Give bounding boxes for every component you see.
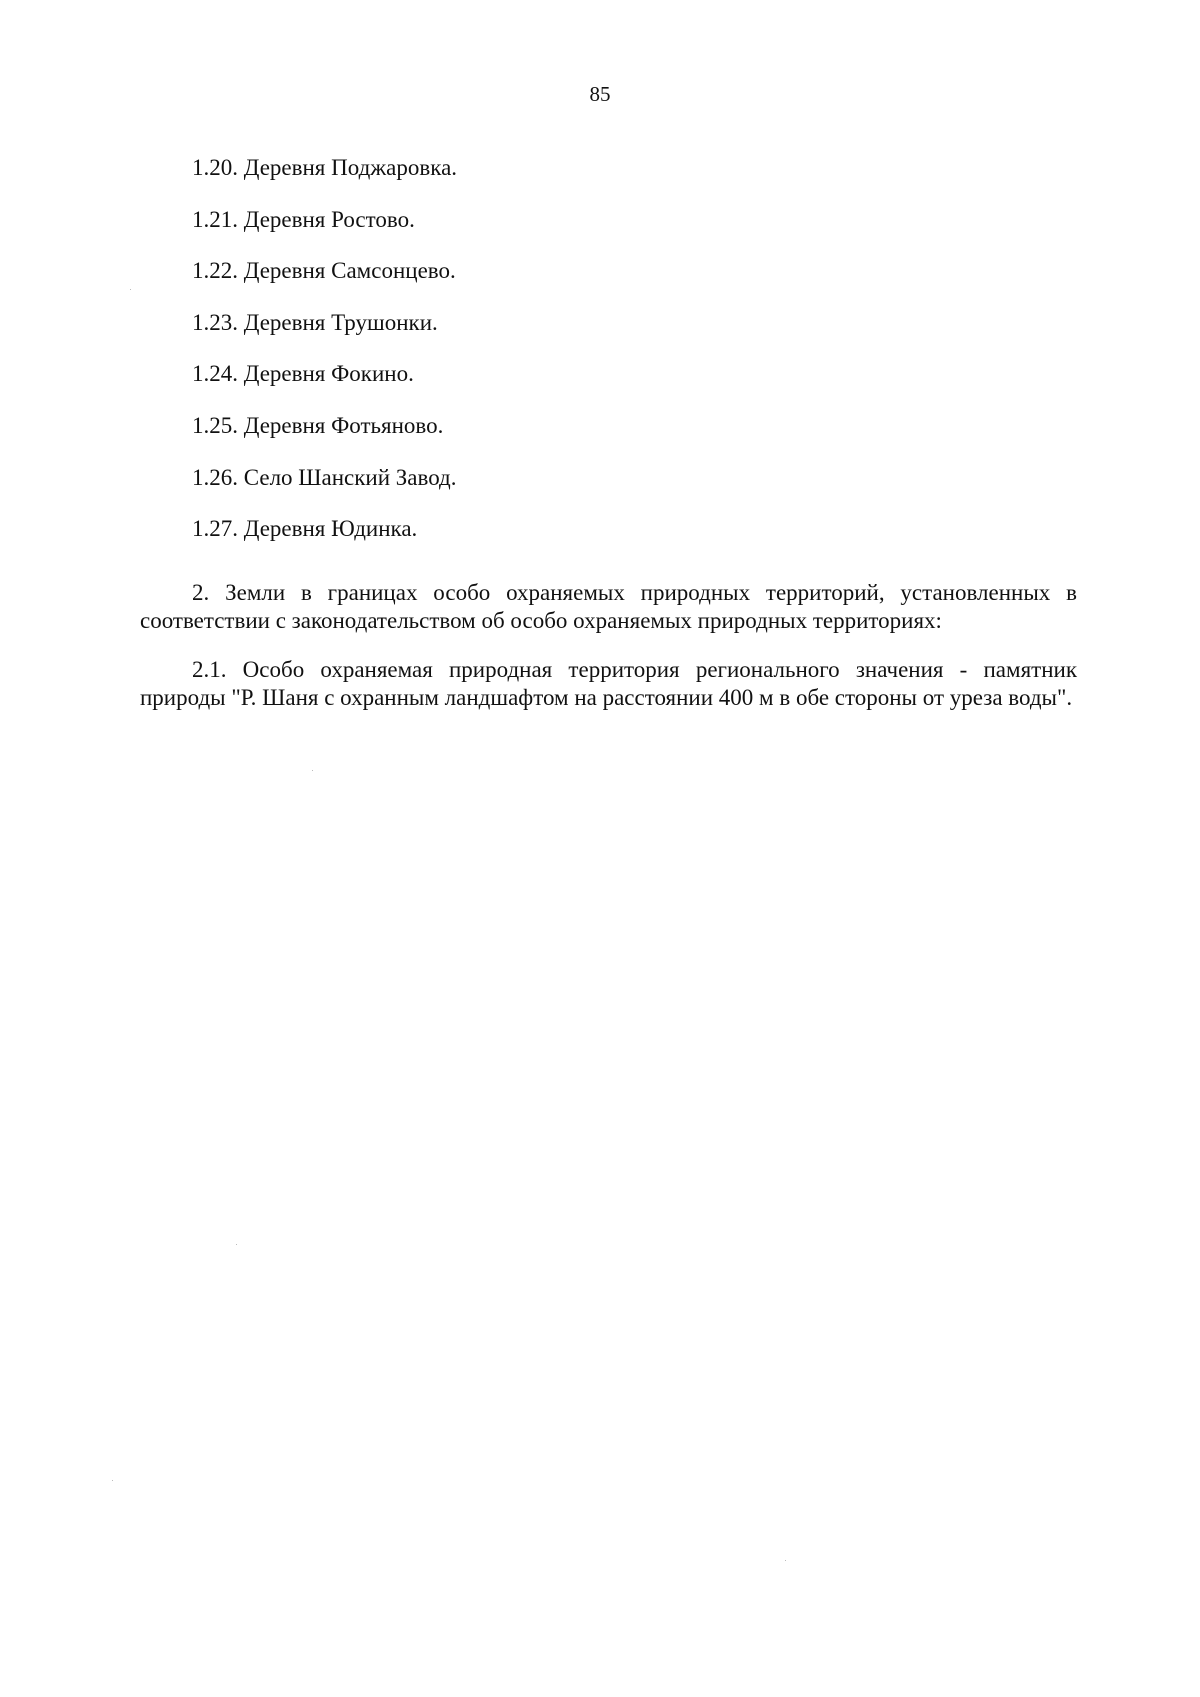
list-item: 1.24. Деревня Фокино. xyxy=(192,361,414,387)
page-number: 85 xyxy=(589,82,611,106)
paragraph-nature-monument: 2.1. Особо охраняемая природная территория регионального значения - памятник природы "Р. Шаня с охранным ландшафтом на расстоянии 400 м в обе стороны от уреза воды". xyxy=(140,657,1077,710)
list-item: 1.22. Деревня Самсонцево. xyxy=(192,258,456,284)
list-item: 1.25. Деревня Фотьяново. xyxy=(192,412,444,438)
list-item: 1.20. Деревня Поджаровка. xyxy=(192,155,458,180)
list-item: 1.27. Деревня Юдинка. xyxy=(192,516,418,542)
scan-speck xyxy=(236,1244,237,1245)
list-item: 1.23. Деревня Трушонки. xyxy=(192,309,438,335)
scan-speck xyxy=(112,1480,113,1481)
scan-speck xyxy=(312,770,313,771)
paragraph-protected-lands: 2. Земли в границах особо охраняемых природных территорий, установленных в соответствии с законодательством об особо охраняемых природных территориях: xyxy=(140,580,1077,633)
scan-speck xyxy=(130,289,131,290)
scan-speck xyxy=(785,1560,786,1561)
settlement-list xyxy=(192,155,457,568)
list-item: 1.21. Деревня Ростово. xyxy=(192,206,415,232)
list-item: 1.26. Село Шанский Завод. xyxy=(192,464,457,490)
